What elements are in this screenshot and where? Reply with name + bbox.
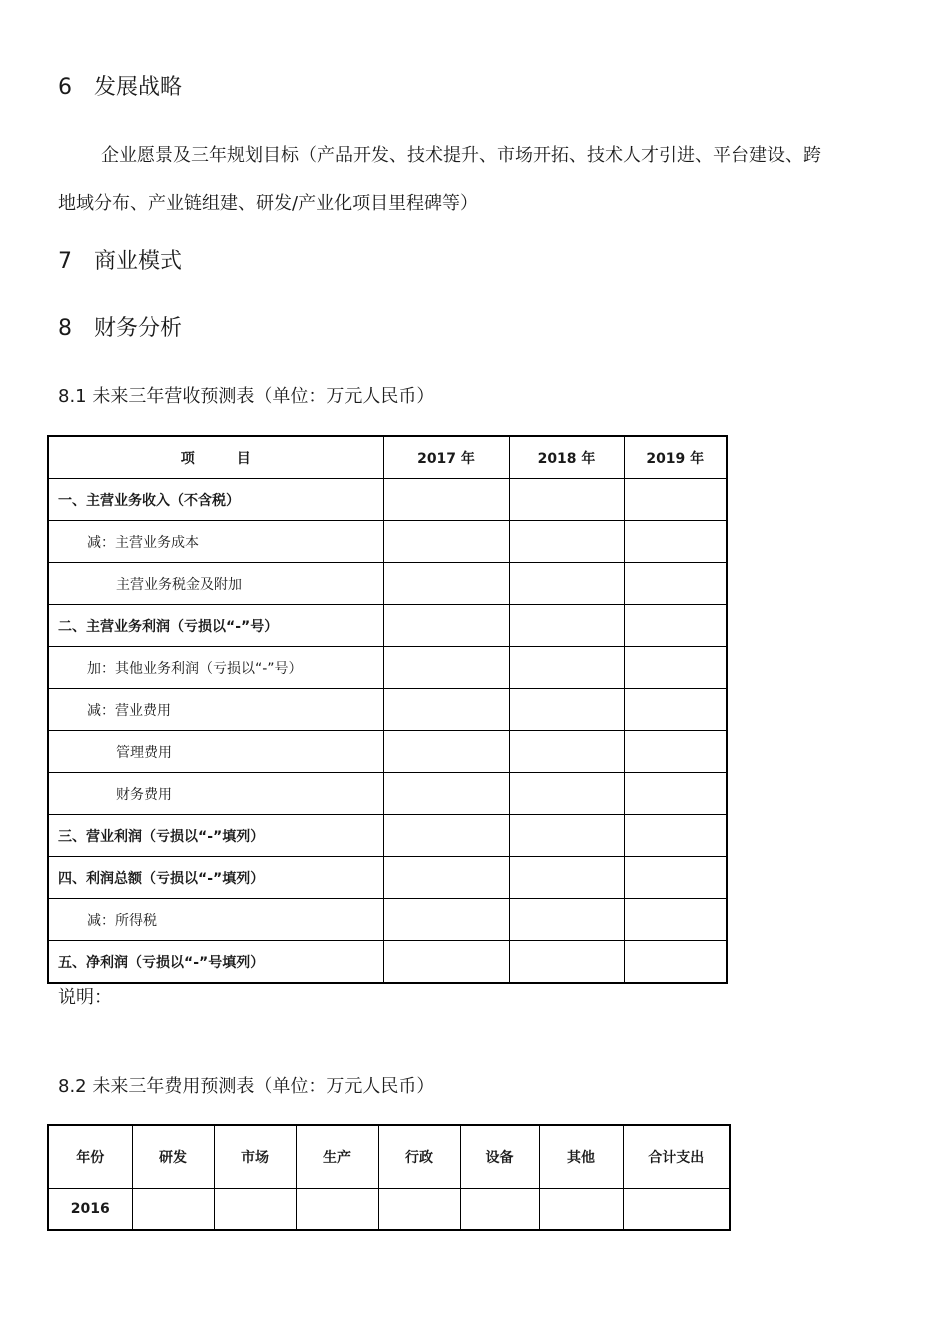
row-label: 主营业务税金及附加: [48, 563, 383, 605]
expense-forecast-table: [47, 1124, 731, 1231]
input-cell-2019[interactable]: [624, 521, 727, 563]
input-cell-other[interactable]: [539, 1189, 623, 1231]
input-cell-2018[interactable]: [509, 689, 624, 731]
row-label: 减：营业费用: [48, 689, 383, 731]
header-2018: 2018 年: [509, 436, 624, 479]
input-cell-2017[interactable]: [383, 563, 509, 605]
header-total: 合计支出: [623, 1125, 730, 1189]
input-cell-2017[interactable]: [383, 773, 509, 815]
input-cell-equipment[interactable]: [460, 1189, 539, 1231]
input-cell-2018[interactable]: [509, 521, 624, 563]
section-number: 7: [58, 249, 72, 274]
input-cell-2019[interactable]: [624, 815, 727, 857]
input-cell-2018[interactable]: [509, 773, 624, 815]
input-cell-rnd[interactable]: [132, 1189, 214, 1231]
section-6-description-line1: [101, 144, 821, 168]
table-row: [48, 857, 727, 899]
input-cell-production[interactable]: [296, 1189, 378, 1231]
row-label: 财务费用: [48, 773, 383, 815]
table-row: [48, 605, 727, 647]
input-cell-2017[interactable]: [383, 647, 509, 689]
row-label: 三、营业利润（亏损以“-”填列）: [48, 815, 383, 857]
section-number: 8: [58, 316, 72, 341]
section-title: 发展战略: [94, 75, 183, 100]
table-row: [48, 563, 727, 605]
table-row: [48, 1189, 730, 1231]
row-label: 减：所得税: [48, 899, 383, 941]
header-2019: 2019 年: [624, 436, 727, 479]
header-item: 项 目: [48, 436, 383, 479]
input-cell-2017[interactable]: [383, 857, 509, 899]
section-8-heading: [58, 315, 182, 343]
section-number: 6: [58, 75, 72, 100]
subsection-8-1-heading: 8.1 未来三年营收预测表（单位：万元人民币）: [58, 386, 435, 407]
input-cell-2017[interactable]: [383, 815, 509, 857]
header-equipment: 设备: [460, 1125, 539, 1189]
table-row: [48, 479, 727, 521]
table-header-row: [48, 436, 727, 479]
input-cell-admin[interactable]: [378, 1189, 460, 1231]
row-label: 一、主营业务收入（不含税）: [48, 479, 383, 521]
row-label: 二、主营业务利润（亏损以“-”号）: [48, 605, 383, 647]
input-cell-2018[interactable]: [509, 899, 624, 941]
input-cell-2017[interactable]: [383, 605, 509, 647]
row-label: 管理费用: [48, 731, 383, 773]
input-cell-2017[interactable]: [383, 479, 509, 521]
table-row: [48, 773, 727, 815]
input-cell-2017[interactable]: [383, 521, 509, 563]
input-cell-2018[interactable]: [509, 815, 624, 857]
table-row: [48, 899, 727, 941]
section-6-heading: [58, 74, 182, 102]
row-label: 减：主营业务成本: [48, 521, 383, 563]
input-cell-2019[interactable]: [624, 605, 727, 647]
input-cell-2018[interactable]: [509, 731, 624, 773]
header-admin: 行政: [378, 1125, 460, 1189]
input-cell-2017[interactable]: [383, 941, 509, 984]
input-cell-total[interactable]: [623, 1189, 730, 1231]
input-cell-2019[interactable]: [624, 647, 727, 689]
header-market: 市场: [214, 1125, 296, 1189]
section-7-heading: [58, 248, 182, 276]
row-label: 加：其他业务利润（亏损以“-”号）: [48, 647, 383, 689]
input-cell-2018[interactable]: [509, 563, 624, 605]
row-label: 五、净利润（亏损以“-”号填列）: [48, 941, 383, 984]
row-label: 四、利润总额（亏损以“-”填列）: [48, 857, 383, 899]
input-cell-market[interactable]: [214, 1189, 296, 1231]
table-header-row: [48, 1125, 730, 1189]
input-cell-2019[interactable]: [624, 731, 727, 773]
input-cell-2019[interactable]: [624, 941, 727, 984]
header-production: 生产: [296, 1125, 378, 1189]
input-cell-2019[interactable]: [624, 899, 727, 941]
header-year: 年份: [48, 1125, 132, 1189]
input-cell-2017[interactable]: [383, 731, 509, 773]
section-title: 商业模式: [94, 249, 183, 274]
input-cell-2019[interactable]: [624, 689, 727, 731]
subsection-8-2-heading: 8.2 未来三年费用预测表（单位：万元人民币）: [58, 1076, 435, 1097]
input-cell-2019[interactable]: [624, 563, 727, 605]
input-cell-2018[interactable]: [509, 647, 624, 689]
input-cell-2018[interactable]: [509, 479, 624, 521]
input-cell-2017[interactable]: [383, 899, 509, 941]
year-cell: 2016: [48, 1189, 132, 1231]
table-row: [48, 647, 727, 689]
table-row: [48, 941, 727, 984]
table-row: [48, 689, 727, 731]
input-cell-2019[interactable]: [624, 479, 727, 521]
section-6-description-line2: 地域分布、产业链组建、研发/产业化项目里程碑等）: [58, 193, 479, 214]
header-rnd: 研发: [132, 1125, 214, 1189]
table-row: [48, 815, 727, 857]
input-cell-2019[interactable]: [624, 857, 727, 899]
revenue-forecast-table: [47, 435, 728, 984]
section-title: 财务分析: [94, 316, 183, 341]
header-2017: 2017 年: [383, 436, 509, 479]
table-row: [48, 521, 727, 563]
input-cell-2019[interactable]: [624, 773, 727, 815]
input-cell-2017[interactable]: [383, 689, 509, 731]
input-cell-2018[interactable]: [509, 857, 624, 899]
input-cell-2018[interactable]: [509, 941, 624, 984]
table-row: [48, 731, 727, 773]
table-note: 说明：: [58, 987, 112, 1008]
header-other: 其他: [539, 1125, 623, 1189]
description-text: 企业愿景及三年规划目标（产品开发、技术提升、市场开拓、技术人才引进、平台建设、跨: [101, 145, 821, 166]
input-cell-2018[interactable]: [509, 605, 624, 647]
